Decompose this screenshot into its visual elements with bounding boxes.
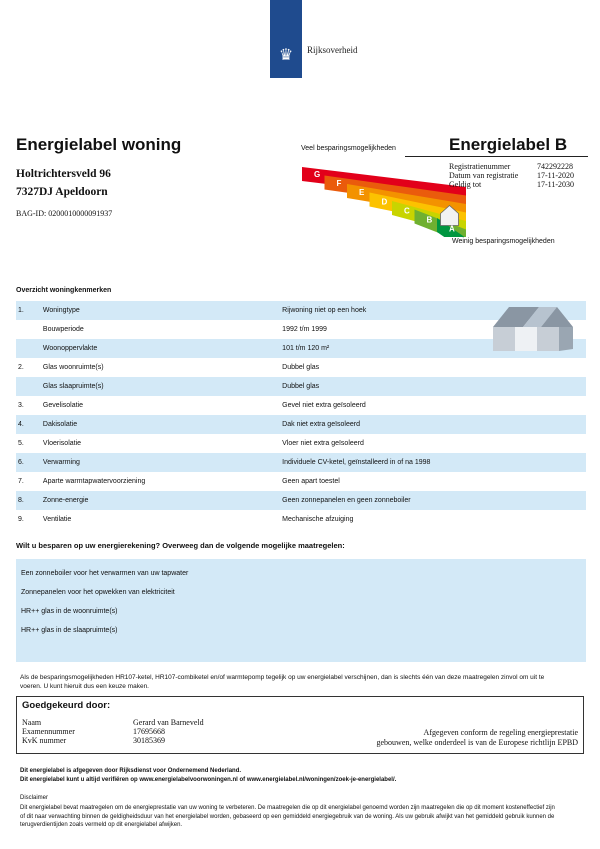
row-number: 4. — [18, 421, 24, 428]
registration-value: 17-11-2020 — [537, 171, 575, 180]
row-number — [16, 339, 43, 358]
table-row — [16, 472, 586, 491]
page-title: Energielabel woning — [16, 135, 182, 154]
row-number: 7. — [18, 478, 24, 485]
table-row — [16, 453, 586, 472]
list-item: HR++ glas in de woonruimte(s) — [21, 608, 118, 615]
row-value: Gevel niet extra geïsoleerd — [282, 402, 366, 409]
energy-label-graphic — [300, 157, 470, 237]
approval-key: KvK nummer — [22, 736, 67, 745]
label-divider — [405, 156, 588, 157]
row-number: 6. — [18, 459, 24, 466]
house-icon — [491, 303, 575, 353]
row-label: Gevelisolatie — [42, 402, 83, 409]
disclaimer-text: Dit energielabel bevat maatregelen om de energieprestatie van uw woning te verbeteren. De maatregelen die op dit energielabel genoemd worden zijn maatregelen die op dit moment kosteneffectief zijn of dit naar verwachting binnen de geldigheidsduur van het energielabel worden, gebaseerd op een gemiddeld energiegebruik van de woning. Als uw gebruik afwijkt van het gemiddeld gebruik kunnen de terugverdientijden zoals vermeld op dit energielabel afwijken. — [20, 805, 555, 828]
crest-icon: ♛ — [278, 47, 294, 64]
more-savings-label: Veel besparingsmogelijkheden — [301, 145, 396, 152]
list-item: HR++ glas in de slaapruimte(s) — [21, 627, 118, 634]
approval-key: Naam — [22, 718, 42, 727]
row-label: Glas slaapruimte(s) — [42, 383, 104, 390]
row-value: Individuele CV-ketel, geïnstalleerd in of na 1998 — [282, 459, 431, 466]
row-number: 2. — [18, 364, 24, 371]
table-row — [16, 491, 586, 510]
table-row — [16, 377, 586, 396]
row-number: 5. — [18, 440, 24, 447]
approval-value: 30185369 — [133, 736, 165, 745]
row-number — [16, 377, 43, 396]
approval-title: Goedgekeurd door: — [22, 700, 111, 711]
approval-box — [16, 696, 584, 754]
row-label: Ventilatie — [42, 516, 72, 523]
row-label: Aparte warmtapwatervoorziening — [42, 478, 146, 485]
table-row — [16, 510, 586, 529]
list-item: Een zonneboiler voor het verwarmen van uw tapwater — [21, 570, 189, 577]
address-street: Holtrichtersveld 96 — [16, 168, 111, 180]
approval-value: Gerard van Barneveld — [133, 718, 204, 727]
row-number: 8. — [18, 497, 24, 504]
energy-class-letter: C — [404, 206, 410, 216]
address-city: 7327DJ Apeldoorn — [16, 186, 108, 198]
row-value: Rijwoning niet op een hoek — [282, 307, 367, 314]
row-value: Geen zonnepanelen en geen zonneboiler — [282, 497, 411, 504]
table-row — [16, 396, 586, 415]
approval-key: Examennummer — [22, 727, 75, 736]
row-label: Glas woonruimte(s) — [42, 364, 104, 371]
energy-class-letter: E — [359, 188, 365, 198]
characteristics-title: Overzicht woningkenmerken — [16, 287, 112, 294]
row-number: 1. — [18, 307, 24, 314]
registration-key: Datum van registratie — [449, 171, 519, 180]
approval-statement-line2: gebouwen, welke onderdeel is van de Europese richtlijn EPBD — [376, 738, 578, 747]
row-value: Dubbel glas — [282, 383, 320, 390]
measures-list — [16, 559, 586, 662]
energy-class-letter: A — [449, 224, 455, 234]
approval-statement-line1: Afgegeven conform de regeling energieprestatie — [423, 728, 578, 737]
row-value: Geen apart toestel — [282, 478, 340, 485]
registration-value: 742292228 — [537, 162, 573, 171]
registration-key: Registratienummer — [449, 162, 511, 171]
registration-key: Geldig tot — [449, 180, 482, 189]
table-row — [16, 358, 586, 377]
row-value: Mechanische afzuiging — [282, 516, 354, 523]
energy-label-heading: Energielabel B — [449, 135, 568, 154]
row-value: Dak niet extra geïsoleerd — [282, 421, 360, 428]
fewer-savings-label: Weinig besparingsmogelijkheden — [452, 238, 555, 245]
row-label: Verwarming — [42, 459, 80, 466]
row-label: Woningtype — [42, 307, 80, 314]
measures-note: Als de besparingsmogelijkheden HR107-ketel, HR107-combiketel en/of warmtepomp tegelijk op uw energielabel verschijnen, dan is slechts één van deze maatregelen zinvol om uit te voeren. U kunt hieruit dus een keuze maken. — [20, 674, 545, 690]
org-name: Rijksoverheid — [307, 45, 358, 55]
row-label: Zonne-energie — [42, 497, 89, 504]
table-row — [16, 434, 586, 453]
approval-value: 17695668 — [133, 727, 165, 736]
energy-class-letter: D — [381, 197, 388, 207]
measures-question: Wilt u besparen op uw energierekening? Overweeg dan de volgende mogelijke maatregelen: — [16, 541, 345, 550]
footer-verify: Dit energielabel kunt u altijd verifiëren op www.energielabelvoorwoningen.nl of www.energielabel.nl/woningen/zoek-je-energielabel/. — [20, 777, 397, 783]
row-number — [16, 320, 43, 339]
row-label: Vloerisolatie — [42, 440, 82, 447]
list-item: Zonnepanelen voor het opwekken van elektriciteit — [21, 589, 175, 596]
row-value: 101 t/m 120 m² — [282, 345, 330, 352]
bag-id: BAG-ID: 0200010000091937 — [16, 209, 113, 218]
row-value: Vloer niet extra geïsoleerd — [282, 440, 364, 447]
registration-value: 17-11-2030 — [537, 180, 575, 189]
footer-issuer: Dit energielabel is afgegeven door Rijksdienst voor Ondernemend Nederland. — [20, 768, 242, 774]
row-value: Dubbel glas — [282, 364, 320, 371]
row-label: Woonoppervlakte — [42, 345, 98, 352]
row-value: 1992 t/m 1999 — [282, 326, 327, 333]
energy-class-letter: G — [314, 170, 321, 179]
row-number: 9. — [18, 516, 24, 523]
energy-class-letter: F — [336, 179, 342, 189]
table-row — [16, 415, 586, 434]
row-number: 3. — [18, 402, 24, 409]
row-label: Bouwperiode — [42, 326, 84, 333]
disclaimer-title: Disclaimer — [20, 795, 49, 801]
energy-class-letter: B — [426, 215, 433, 225]
row-label: Dakisolatie — [42, 421, 78, 428]
